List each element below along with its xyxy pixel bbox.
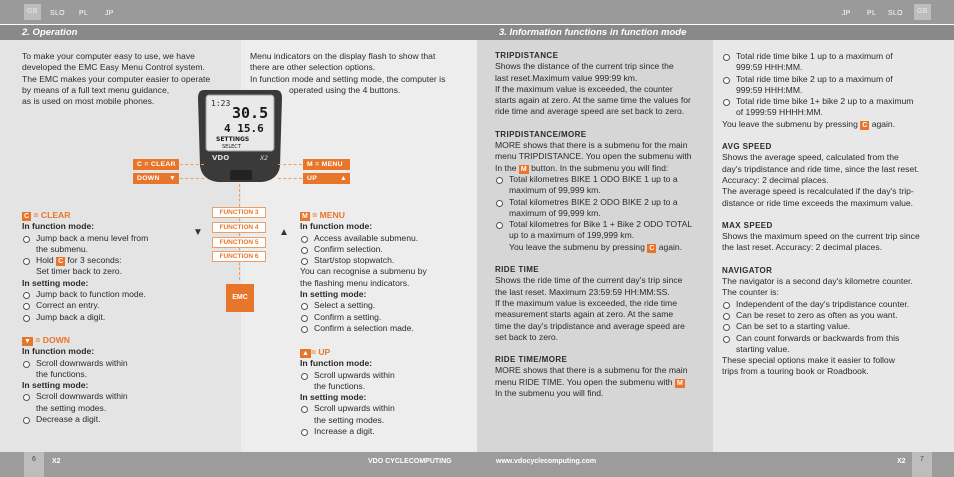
text-line: Accuracy: 2 decimal places. (722, 174, 829, 185)
intro-line: The EMC makes your computer easier to operate (22, 73, 211, 84)
hold-pre: Hold (36, 255, 54, 266)
text-line: If the maximum value is exceeded, the counter (495, 83, 673, 94)
tag-up-label: UP (307, 175, 318, 182)
up-fm-heading: In function mode: (300, 358, 373, 369)
text-fragment: maximum of 99,999 km. (509, 207, 601, 218)
footer-model-left: X2 (52, 458, 61, 465)
clear-title: = CLEAR (33, 210, 71, 220)
menu-recog-line: the flashing menu indicators. (300, 277, 410, 288)
top-bar (0, 0, 954, 24)
lang-jp-right[interactable]: JP (842, 10, 851, 17)
up-sm-heading: In setting mode: (300, 392, 367, 403)
text-fragment: of 1999:59 HHHH:MM. (736, 107, 823, 118)
text-line: The average speed is recalculated if the day's trip- (722, 186, 914, 197)
text-line: measurement starts again at zero. At the same (495, 309, 674, 320)
down-title: = DOWN (35, 335, 70, 345)
intro-line: by means of a full text menu guidance, (22, 84, 170, 95)
list-item (22, 255, 202, 278)
list-item: Confirm a selection made. (300, 323, 472, 334)
lang-gb-left[interactable]: GB (24, 4, 41, 20)
text-line: the last reset. Accuracy: 2 decimal places. (722, 242, 883, 253)
text-fragment: Total kilometres BIKE 1 ODO BIKE 1 up to a (509, 173, 678, 184)
footer-brand: VDO CYCLECOMPUTING (368, 458, 452, 465)
lang-jp-left[interactable]: JP (105, 10, 114, 17)
list-item: Start/stop stopwatch. (300, 255, 472, 266)
text-fragment: again. (658, 241, 683, 252)
list-item (495, 219, 709, 253)
text-line: The counter is: (722, 287, 779, 298)
list-item: Decrease a digit. (22, 414, 202, 425)
menu-intro-line: there are other selection options. (250, 62, 376, 73)
footer-model-right: X2 (897, 458, 906, 465)
text-line (495, 377, 709, 388)
column-4-text (722, 51, 948, 378)
screen-menu2: SELECT (222, 144, 241, 150)
device-bottom-button[interactable] (230, 170, 252, 180)
clear-fm-item: the submenu. (36, 243, 89, 254)
ride-time-more-heading: RIDE TIME/MORE (495, 355, 568, 365)
up-fm-item: the functions. (314, 380, 366, 391)
triangle-down-icon: ▼ (168, 175, 176, 182)
tag-m-menu[interactable]: M = MENU (303, 159, 350, 170)
connector-line (180, 178, 204, 179)
c-key-icon: C (58, 258, 64, 266)
list-item: Increase a digit. (300, 426, 472, 437)
device-model: X2 (260, 155, 268, 162)
down-fm-item: the functions. (36, 368, 88, 379)
text-line: the last reset. Maximum 23:59:59 HH:MM:SS. (495, 286, 670, 297)
function-item-4[interactable]: FUNCTION 4 (212, 222, 266, 233)
triangle-up-icon: ▲ (339, 175, 347, 182)
connector-line (180, 164, 204, 165)
list-item (300, 370, 472, 393)
clear-fm-item: Jump back a menu level from (36, 232, 149, 243)
function-item-6[interactable]: FUNCTION 6 (212, 251, 266, 262)
text-fragment: Can count forwards or backwards from this (736, 332, 900, 343)
screen-mid: 4 15.6 (224, 122, 264, 135)
text-line: ride time and average speed are set back to zero. (495, 106, 685, 117)
text-fragment: again. (871, 118, 896, 129)
text-fragment: Total ride time bike 1+ bike 2 up to a maximum (736, 96, 914, 107)
up-key-icon: ▲ (302, 350, 309, 357)
lang-pl-left[interactable]: PL (79, 10, 89, 17)
lang-pl-right[interactable]: PL (867, 10, 877, 17)
text-line: Shows the ride time of the current day's trip since (495, 275, 683, 286)
list-item (722, 51, 948, 74)
column-3-text (495, 50, 709, 399)
up-sm-item: Scroll upwards within (314, 403, 395, 414)
text-line: Shows the average speed, calculated from the (722, 152, 899, 163)
intro-line: developed the EMC Easy Menu Control system. (22, 62, 205, 73)
c-key-icon: C (862, 121, 868, 129)
list-item (495, 174, 709, 197)
text-line: These special options make it easier to follow (722, 355, 895, 366)
down-sm-item: Scroll downwards within (36, 391, 128, 402)
ride-time-heading: RIDE TIME (495, 265, 540, 275)
list-item: Can be set to a starting value. (722, 321, 948, 332)
text-fragment: up to a maximum of 199,999 km. (509, 230, 635, 241)
text-fragment: 999:59 HHH:MM. (736, 62, 803, 73)
text-fragment: 999:59 HHH:MM. (736, 84, 803, 95)
text-fragment: starting value. (736, 343, 790, 354)
text-fragment: maximum of 99,999 km. (509, 185, 601, 196)
page-number-left: 6 (24, 452, 44, 477)
text-line: MORE shows that there is a submenu for the main (495, 140, 688, 151)
m-key-icon: M (302, 213, 308, 220)
menu-fm-heading: In function mode: (300, 221, 373, 232)
connector-line (278, 178, 302, 179)
text-line: trips from a touring book or Roadbook. (722, 366, 869, 377)
text-line: The navigator is a second day's kilometre counter. (722, 276, 913, 287)
hold-post: for 3 seconds: (67, 255, 122, 266)
list-item: Access available submenu. (300, 233, 472, 244)
list-item (722, 333, 948, 356)
list-item (22, 358, 202, 381)
screen-big: 30.5 (232, 104, 269, 122)
hold-sub: Set timer back to zero. (36, 266, 122, 277)
tag-down[interactable] (133, 173, 179, 184)
down-sm-heading: In setting mode: (22, 380, 89, 391)
left-section-header (0, 25, 477, 40)
m-key-icon: M (520, 165, 527, 173)
text-fragment: Total kilometres BIKE 2 ODO BIKE 2 up to a (509, 196, 678, 207)
list-item: Correct an entry. (22, 300, 202, 311)
list-item (722, 96, 948, 119)
menu-intro-line: operated using the 4 buttons. (289, 84, 401, 95)
clear-block (22, 210, 202, 323)
text-fragment: Total ride time bike 2 up to a maximum of (736, 73, 893, 84)
clear-sm-heading: In setting mode: (22, 277, 89, 288)
triangle-up-small-icon: ▲ (279, 227, 289, 238)
tag-c-clear[interactable]: C = CLEAR (133, 159, 179, 170)
connector-line (278, 164, 302, 165)
text-fragment: You leave the submenu by pressing (509, 241, 645, 252)
avg-speed-heading: AVG SPEED (722, 142, 772, 152)
triangle-down-small-icon: ▼ (193, 227, 203, 238)
device-brand: VDO (212, 154, 230, 162)
menu-block (300, 210, 472, 334)
function-item-5[interactable]: FUNCTION 5 (212, 237, 266, 248)
footer-url[interactable]: www.vdocyclecomputing.com (496, 458, 597, 465)
list-item (722, 74, 948, 97)
text-fragment: Total kilometres for Bike 1 + Bike 2 ODO TOTAL (509, 219, 693, 230)
screen-top: 1:23 (211, 99, 231, 108)
text-line: Shows the maximum speed on the current trip since (722, 231, 920, 242)
text-fragment: button. In the submenu you will find: (531, 162, 669, 173)
list-item: Jump back a digit. (22, 312, 202, 323)
list-item (22, 233, 202, 256)
list-item: Confirm a setting. (300, 312, 472, 323)
lang-slo-left[interactable]: SLO (50, 10, 65, 17)
text-line: In the M button. In the submenu you will find: (495, 162, 669, 173)
list-item: Confirm selection. (300, 244, 472, 255)
text-line: set back to zero. (495, 331, 559, 342)
tag-down-label: DOWN (137, 175, 160, 182)
tag-up[interactable] (303, 173, 350, 184)
text-line: starts again at zero. At the same time the values for (495, 95, 691, 106)
menu-intro-line: Menu indicators on the display flash to show that (250, 51, 436, 61)
up-fm-item: Scroll upwards within (314, 369, 395, 380)
text-line: MORE shows that there is a submenu for the main (495, 365, 688, 376)
tripdistance-more-heading: TRIPDISTANCE/MORE (495, 129, 587, 139)
clear-fm-heading: In function mode: (22, 221, 95, 232)
lang-gb-right[interactable]: GB (914, 4, 931, 20)
up-block (300, 347, 472, 437)
text-line: Shows the distance of the current trip since the (495, 61, 674, 72)
list-item (300, 403, 472, 426)
down-fm-heading: In function mode: (22, 346, 95, 357)
text-line (722, 119, 948, 130)
intro-line: as is used on most mobile phones. (22, 96, 155, 107)
page-number-right: 7 (912, 452, 932, 477)
intro-line: To make your computer easy to use, we have (22, 51, 195, 61)
menu-title: = MENU (312, 210, 345, 220)
text-line: day's tripdistance and ride time, since the last reset. (722, 163, 920, 174)
right-section-title: 3. Information functions in function mode (499, 27, 687, 38)
c-key-icon: C (24, 213, 30, 220)
emc-logo: EMC (226, 284, 254, 312)
list-item: Jump back to function mode. (22, 289, 202, 300)
c-key-icon: C (649, 244, 655, 252)
max-speed-heading: MAX SPEED (722, 220, 773, 230)
right-section-header (477, 25, 954, 40)
up-title: = UP (310, 347, 331, 357)
navigator-heading: NAVIGATOR (722, 265, 773, 275)
screen-menu1: SETTINGS (216, 136, 250, 143)
menu-recog-line: You can recognise a submenu by (300, 266, 427, 277)
list-item (495, 197, 709, 220)
menu-intro-line: In function mode and setting mode, the computer is (250, 73, 446, 84)
text-line: time the day's tripdistance and average speed are (495, 320, 685, 331)
text-line: menu TRIPDISTANCE. You open the submenu with (495, 151, 692, 162)
list-item (22, 391, 202, 414)
menu-sm-heading: In setting mode: (300, 289, 367, 300)
list-item: Independent of the day's tripdistance counter. (722, 299, 948, 310)
down-key-icon: ▼ (24, 338, 31, 345)
tripdistance-heading: TRIPDISTANCE (495, 51, 559, 60)
left-section-title: 2. Operation (22, 27, 78, 38)
text-line: last reset.Maximum value 999:99 km. (495, 72, 638, 83)
text-line: If the maximum value is exceeded, the ride time (495, 297, 677, 308)
cycle-computer-illustration (194, 88, 286, 184)
text-line: distance or ride time exceeds the maximum value. (722, 197, 914, 208)
list-item: Select a setting. (300, 300, 472, 311)
bottom-bar (0, 452, 954, 477)
list-item: Can be reset to zero as often as you want. (722, 310, 948, 321)
function-item-3[interactable]: FUNCTION 3 (212, 207, 266, 218)
lang-slo-right[interactable]: SLO (888, 10, 903, 17)
text-fragment: You leave the submenu by pressing (722, 118, 858, 129)
down-block (22, 335, 202, 425)
down-sm-item: the setting modes. (36, 402, 107, 413)
text-line: In the submenu you will find. (495, 388, 604, 399)
down-fm-item: Scroll downwards within (36, 357, 128, 368)
up-sm-item: the setting modes. (314, 414, 385, 425)
text-fragment: menu RIDE TIME. You open the submenu with (495, 376, 673, 387)
text-fragment: Total ride time bike 1 up to a maximum of (736, 51, 893, 61)
m-key-icon: M (676, 379, 683, 387)
